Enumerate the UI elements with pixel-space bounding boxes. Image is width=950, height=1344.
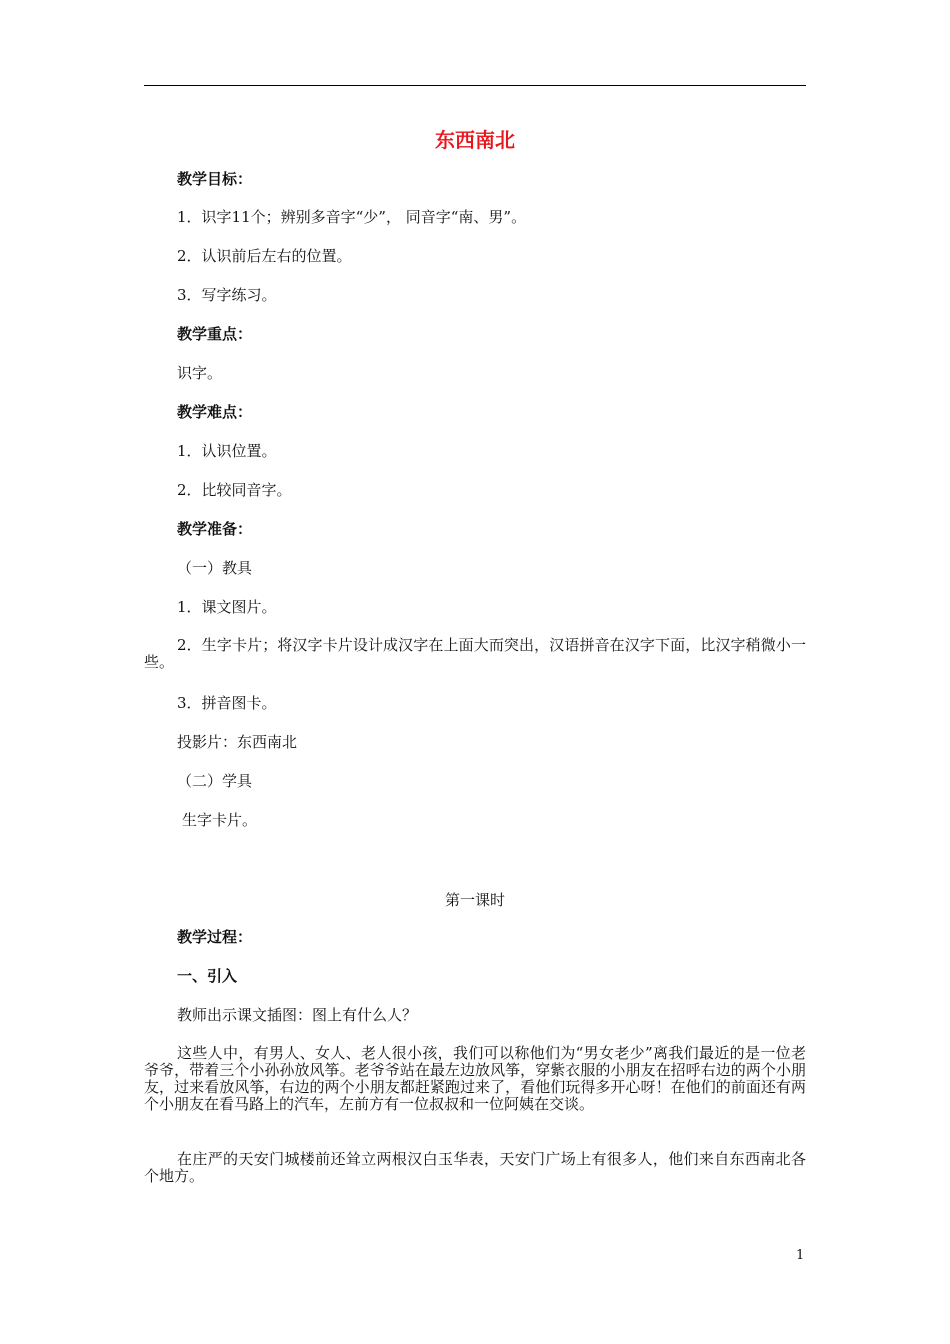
difficulty-item: 1．认识位置。 — [177, 442, 277, 460]
prep-student-item: 生字卡片。 — [182, 811, 258, 829]
prep-heading: 教学准备： — [177, 520, 253, 538]
page-title: 东西南北 — [435, 128, 515, 152]
intro-paragraph: 在庄严的天安门城楼前还耸立两根汉白玉华表，天安门广场上有很多人，他们来自东西南北各个地方。 — [144, 1150, 806, 1185]
intro-heading: 一、引入 — [177, 967, 238, 985]
goal-item: 3．写字练习。 — [177, 286, 277, 304]
prep-item: 1．课文图片。 — [177, 598, 277, 616]
header-rule — [144, 85, 806, 86]
prep-teacher-label: （一）教具 — [177, 559, 253, 577]
prep-item: 投影片：东西南北 — [177, 733, 298, 751]
prep-item-paragraph: 2．生字卡片；将汉字卡片设计成汉字在上面大而突出，汉语拼音在汉字下面，比汉字稍微小一些。 — [144, 636, 806, 671]
lesson-period: 第一课时 — [444, 891, 505, 909]
prep-student-label: （二）学具 — [177, 772, 253, 790]
goal-item: 1．识字11个；辨别多音字“少”， 同音字“南、男”。 — [177, 208, 527, 226]
goal-item: 2．认识前后左右的位置。 — [177, 247, 352, 265]
focus-text: 识字。 — [177, 364, 223, 382]
difficulty-item: 2．比较同音字。 — [177, 481, 292, 499]
intro-paragraph: 这些人中，有男人、女人、老人很小孩，我们可以称他们为“男女老少”离我们最近的是一位老爷爷，带着三个小孙孙放风筝。老爷爷站在最左边放风筝，穿紫衣服的小朋友在招呼右边的两个小朋友，过来看放风筝，右边的两个小朋友都赶紧跑过来了，看他们玩得多开心呀！在他们的前面还有两个小朋友在看马路上的汽车，左前方有一位叔叔和一位阿姨在交谈。 — [144, 1044, 806, 1113]
prep-item: 3．拼音图卡。 — [177, 694, 277, 712]
focus-heading: 教学重点： — [177, 325, 253, 343]
page-number: 1 — [796, 1248, 805, 1263]
goals-heading: 教学目标： — [177, 170, 253, 188]
intro-question: 教师出示课文插图：图上有什么人？ — [177, 1006, 418, 1024]
process-heading: 教学过程： — [177, 928, 253, 946]
difficulty-heading: 教学难点： — [177, 403, 253, 421]
